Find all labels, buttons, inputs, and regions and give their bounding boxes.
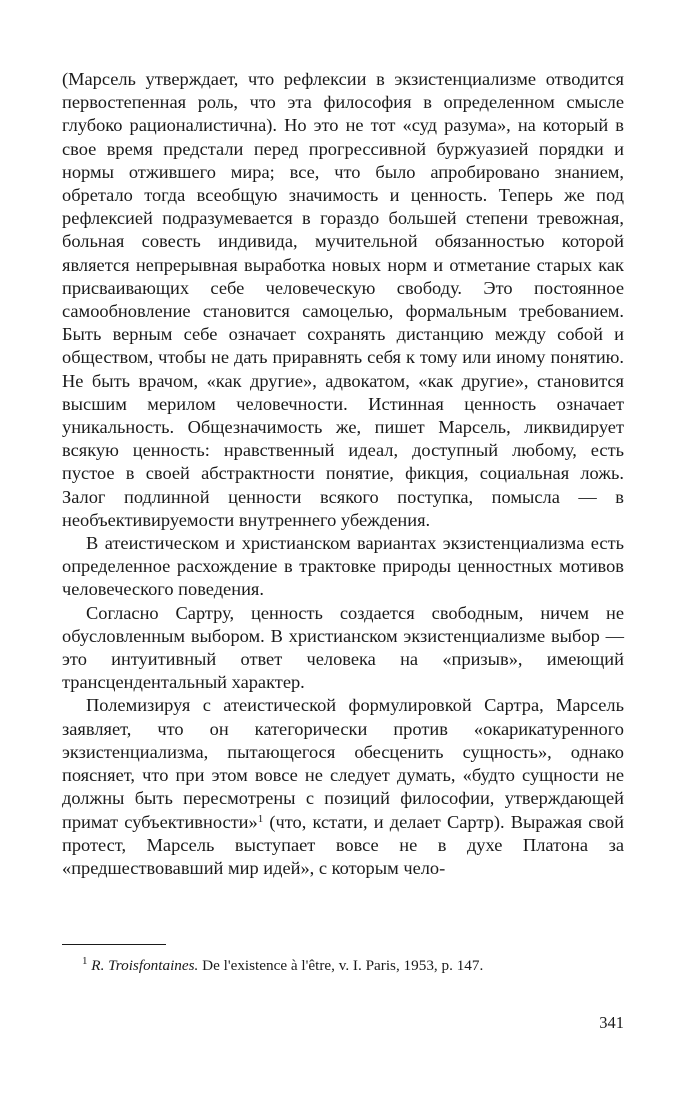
paragraph-2: В атеистическом и христианском вариантах экзистенциализма есть определенное расхождение в трактовке природы ценностных мотивов человеческого поведения. [62,533,624,600]
footnote-number: 1 [82,955,88,967]
footnote-author: R. Troisfontaines. [91,957,199,974]
footnote-reference: 1 [257,812,264,825]
paragraph-4-text: Полемизируя с атеистической формулировкой Сартра, Марсель заявляет, что он категорически против «окарикатуренного экзистенциализма, пытающегося обесценить сущность», однако поясняет, что при этом вовсе не следует думать, «будто сущности не должны быть пересмотрены с позиций философии, утверждающей примат субъективности» [62,695,624,832]
footnote-divider [62,944,166,945]
footnote [62,956,624,976]
paragraph-3: Согласно Сартру, ценность создается свободным, ничем не обусловленным выбором. В христианском экзистенциализме выбор — это интуитивный ответ человека на «призыв», имеющий трансцендентальный характер. [62,602,624,693]
footnote-text: De l'existence à l'être, v. I. Paris, 1953, p. 147. [202,957,484,974]
paragraph-1: (Марсель утверждает, что рефлексии в экзистенциализме отводится первостепенная роль, что эта философия в определенном смысле глубоко рационалистична). Но это не тот «суд разума», на который в свое время предстали перед прогрессивной буржуазией порядки и нормы отжившего мира; все, что было апробировано знанием, обретало тогда всеобщую значимость и ценность. Теперь же под рефлексией подразумевается в гораздо большей степени тревожная, больная совесть индивида, мучительной обязанностью которой является непрерывная выработка новых норм и отметание старых как присваивающих себе человеческую свободу. Это постоянное самообновление становится самоцелью, формальным требованием. Быть верным себе означает сохранять дистанцию между собой и обществом, чтобы не дать приравнять себя к тому или иному понятию. Не быть врачом, «как другие», адвокатом, «как другие», становится высшим мерилом человечности. Истинная ценность означает уникальность. Общезначимость же, пишет Марсель, ликвидирует всякую ценность: нравственный идеал, доступный любому, есть пустое в своей абстрактности понятие, фикция, социальная ложь. Залог подлинной ценности всякого поступка, помысла — в необъективируемости внутреннего убеждения. [62,69,624,530]
paragraph-4 [62,694,624,880]
paragraph-4-continuation: (что, кстати, и делает Сартр). Выражая свой протест, Марсель выступает вовсе не в духе Платона за «предшествовавший мир идей», с которым чело- [62,811,624,878]
page-number: 341 [599,1013,624,1032]
page-body [62,68,624,880]
